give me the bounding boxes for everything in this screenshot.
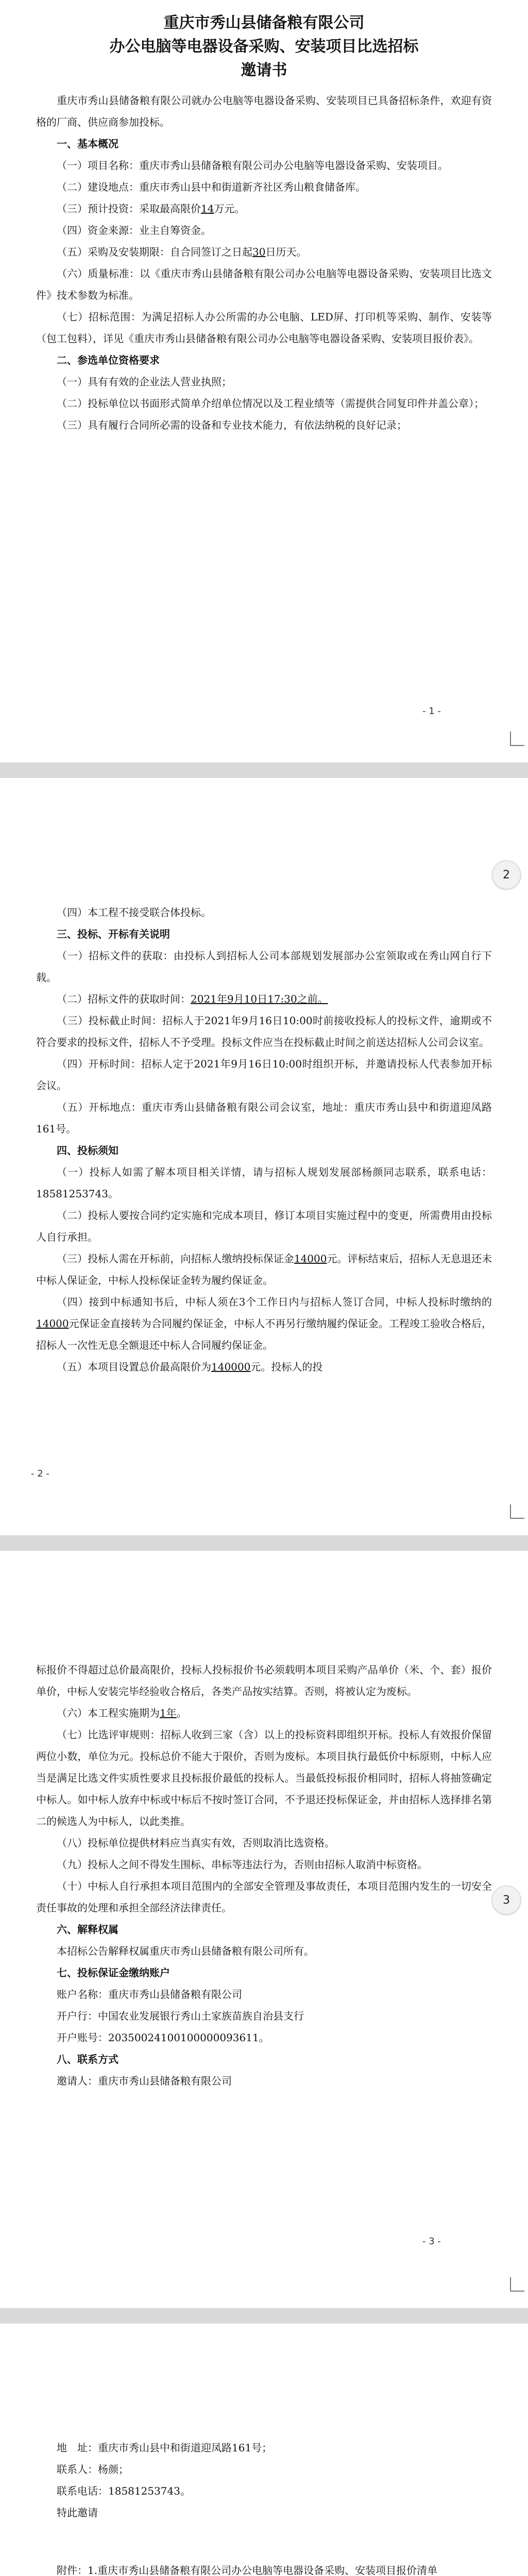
attachment-1: 附件：1.重庆市秀山县储备粮有限公司办公电脑等电器设备采购、安装项目报价清单 bbox=[57, 2564, 438, 2576]
p3-item-6 bbox=[36, 1702, 492, 1724]
p3-item-9: （九）投标人之间不得发生围标、串标等违法行为，否则由招标人取消中标资格。 bbox=[57, 1858, 428, 1871]
s1-item-3-prefix: （三）预计投资：采取最高限价 bbox=[57, 202, 201, 215]
implementation-period-value: 1年 bbox=[160, 1707, 177, 1719]
section-8-heading: 八、联系方式 bbox=[57, 2053, 118, 2065]
s4-item-4 bbox=[36, 1291, 492, 1356]
page-gap bbox=[0, 1535, 528, 1551]
s3-item-3: （三）投标截止时间：招标人于2021年9月16日10:00时前接收投标人的投标文件，逾期或不符合要求的投标文件，招标人不予受理。投标文件应当在投标截止时间之前送达招标人公司会议室。 bbox=[36, 1014, 492, 1048]
corner-mark-3 bbox=[510, 2277, 524, 2292]
deposit-value: 14000 bbox=[294, 1252, 327, 1265]
p3-continuation: 标报价不得超过总价最高限价，投标人投标报价书必须载明本项目采购产品单价（米、个、套）报价单价，中标人安装完毕经验收合格后，各类产品按实结算。否则，将被认定为废标。 bbox=[36, 1664, 492, 1698]
s4-item-3-prefix: （三）投标人需在开标前，向招标人缴纳投标保证金 bbox=[57, 1252, 294, 1265]
s2-item-4: （四）本工程不接受联合体投标。 bbox=[57, 906, 211, 919]
document-page-4 bbox=[0, 2324, 528, 2576]
document-page-2 bbox=[0, 778, 528, 1535]
s4-item-4-prefix: （四）接到中标通知书后，中标人须在3个工作日内与招标人签订合同，中标人投标时缴纳的 bbox=[57, 1296, 492, 1308]
s2-item-2: （二）投标单位以书面形式简单介绍单位情况以及工程业绩等（需提供合同复印件并盖公章）； bbox=[57, 397, 484, 410]
page-2-content bbox=[36, 902, 492, 1378]
p3-item-7: （七）比选评审规则：招标人收到三家（含）以上的投标资料即组织开标。投标人有效报价保留两位小数，单位为元。投标总价不能大于限价，否则为废标。本项目执行最低价中标原则，中标人应当是满足比选文件实质性要求且投标报价最低的投标人。当最低投标报价相同时，招标人将抽签确定中标人。如中标人放弃中标或中标后不按时签订合同，不予退还投标保证金，并由招标人选择排名第二的候选人为中标人，以此类推。 bbox=[36, 1728, 492, 1827]
s1-item-5 bbox=[36, 241, 492, 263]
corner-mark-2 bbox=[510, 1504, 524, 1519]
duration-value: 30 bbox=[252, 246, 266, 258]
s1-item-3-suffix: 万元。 bbox=[214, 202, 245, 215]
s6-text: 本招标公告解释权属重庆市秀山县储备粮有限公司所有。 bbox=[57, 1945, 314, 1957]
account-name: 账户名称：重庆市秀山县储备粮有限公司 bbox=[57, 1988, 242, 2001]
page-number-1: - 1 - bbox=[422, 706, 441, 717]
s1-item-2: （二）建设地点：重庆市秀山县中和街道新齐社区秀山粮食储备库。 bbox=[57, 181, 366, 193]
corner-mark-1 bbox=[510, 732, 524, 746]
intro-paragraph: 重庆市秀山县储备粮有限公司就办公电脑等电器设备采购、安装项目已具备招标条件，欢迎有资格的厂商、供应商参加投标。 bbox=[36, 94, 492, 128]
s3-item-1: （一）招标文件的获取：由投标人到招标人公司本部规划发展部办公室领取或在秀山网自行下载。 bbox=[36, 950, 492, 984]
s4-item-1: （一）投标人如需了解本项目相关详情，请与招标人规划发展部杨颜同志联系，联系电话：18581253743。 bbox=[36, 1166, 492, 1200]
doc-title-line-2: 办公电脑等电器设备采购、安装项目比选招标 bbox=[109, 38, 419, 56]
s1-item-5-suffix: 日历天。 bbox=[265, 246, 307, 258]
s4-item-5-prefix: （五）本项目设置总价最高限价为 bbox=[57, 1361, 211, 1373]
s3-item-2 bbox=[36, 988, 492, 1010]
page-badge-3: 3 bbox=[492, 1886, 521, 1914]
document-page-3 bbox=[0, 1551, 528, 2308]
s4-item-3 bbox=[36, 1248, 492, 1291]
document-page-1 bbox=[0, 0, 528, 762]
account-number: 开户账号：20350024100100000093611。 bbox=[57, 2031, 269, 2044]
s1-item-4: （四）资金来源：业主自筹资金。 bbox=[57, 224, 211, 236]
page-4-content bbox=[36, 2437, 492, 2576]
page-3-content bbox=[36, 1659, 492, 2092]
section-7-heading: 七、投标保证金缴纳账户 bbox=[57, 1967, 170, 1979]
performance-bond-value: 14000 bbox=[36, 1317, 69, 1330]
max-price-value: 140000 bbox=[211, 1361, 251, 1373]
doc-title-line-3: 邀请书 bbox=[241, 61, 287, 79]
s4-item-5 bbox=[36, 1356, 492, 1378]
s1-item-3 bbox=[36, 198, 492, 219]
page-gap bbox=[0, 2308, 528, 2324]
s4-item-2: （二）投标人要按合同约定实施和完成本项目，修订本项目实施过程中的变更，所需费用由投标人自行承担。 bbox=[36, 1209, 492, 1243]
section-3-heading: 三、投标、开标有关说明 bbox=[57, 928, 170, 940]
p3-item-8: （八）投标单位提供材料应当真实有效，否则取消比选资格。 bbox=[57, 1837, 335, 1849]
p3-item-10: （十）中标人自行承担本项目范围内的全部安全管理及事故责任，本项目范围内发生的一切安全责任事故的处理和承担全部经济法律责任。 bbox=[36, 1880, 492, 1914]
s1-item-5-prefix: （五）采购及安装期限：自合同签订之日起 bbox=[57, 246, 252, 258]
section-2-heading: 二、参选单位资格要求 bbox=[57, 354, 160, 366]
s1-item-7: （七）招标范围：为满足招标人办公所需的办公电脑、LED屏、打印机等采购、制作、安装等（包工包料），详见《重庆市秀山县储备粮有限公司办公电脑等电器设备采购、安装项目报价表》。 bbox=[36, 311, 492, 345]
inviter: 邀请人：重庆市秀山县储备粮有限公司 bbox=[57, 2075, 232, 2087]
page-gap bbox=[0, 762, 528, 778]
contact-person: 联系人：杨颜； bbox=[57, 2463, 129, 2476]
s1-item-6: （六）质量标准：以《重庆市秀山县储备粮有限公司办公电脑等电器设备采购、安装项目比选文件》技术参数为标准。 bbox=[36, 267, 492, 301]
doc-deadline-value: 2021年9月10日17:30之前。 bbox=[191, 993, 328, 1005]
p3-item-6-prefix: （六）本工程实施期为 bbox=[57, 1707, 160, 1719]
s2-item-3: （三）具有履行合同所必需的设备和专业技术能力，有依法纳税的良好记录； bbox=[57, 419, 407, 431]
s3-item-5: （五）开标地点：重庆市秀山县储备粮有限公司会议室，地址：重庆市秀山县中和街道迎凤路161号。 bbox=[36, 1101, 492, 1135]
page-number-3: - 3 - bbox=[422, 2236, 441, 2247]
s3-item-4: （四）开标时间：招标人定于2021年9月16日10:00时组织开标，并邀请投标人代表参加开标会议。 bbox=[36, 1058, 492, 1092]
s4-item-4-suffix: 元保证金直接转为合同履约保证金，中标人不再另行缴纳履约保证金。工程竣工验收合格后，招标人一次性无息全额退还中标人合同履约保证金。 bbox=[36, 1317, 492, 1351]
doc-title-line-1: 重庆市秀山县储备粮有限公司 bbox=[163, 14, 365, 32]
closing-notice: 特此邀请 bbox=[57, 2506, 98, 2519]
s4-item-3-suffix: 元。评标结束后，招标人无息退还未中标人保证金，中标人投标保证金转为履约保证金。 bbox=[36, 1252, 492, 1286]
s1-item-1: （一）项目名称：重庆市秀山县储备粮有限公司办公电脑等电器设备采购、安装项目。 bbox=[57, 159, 448, 172]
section-1-heading: 一、基本概况 bbox=[57, 138, 118, 150]
page-number-2: - 2 - bbox=[31, 1468, 49, 1479]
page-badge-2: 2 bbox=[492, 860, 521, 889]
budget-value: 14 bbox=[201, 202, 214, 215]
bank-name: 开户行：中国农业发展银行秀山土家族苗族自治县支行 bbox=[57, 2010, 304, 2022]
p3-item-6-suffix: 。 bbox=[176, 1707, 187, 1719]
section-4-heading: 四、投标须知 bbox=[57, 1144, 118, 1157]
s2-item-1: （一）具有有效的企业法人营业执照； bbox=[57, 376, 232, 388]
s3-item-2-prefix: （二）招标文件的获取时间： bbox=[57, 993, 191, 1005]
section-6-heading: 六、解释权属 bbox=[57, 1923, 118, 1936]
page-1-content bbox=[36, 11, 492, 436]
s4-item-5-suffix: 元。投标人的投 bbox=[250, 1361, 323, 1373]
contact-phone: 联系电话：18581253743。 bbox=[57, 2485, 191, 2497]
contact-address: 地 址：重庆市秀山县中和街道迎凤路161号； bbox=[57, 2442, 272, 2454]
